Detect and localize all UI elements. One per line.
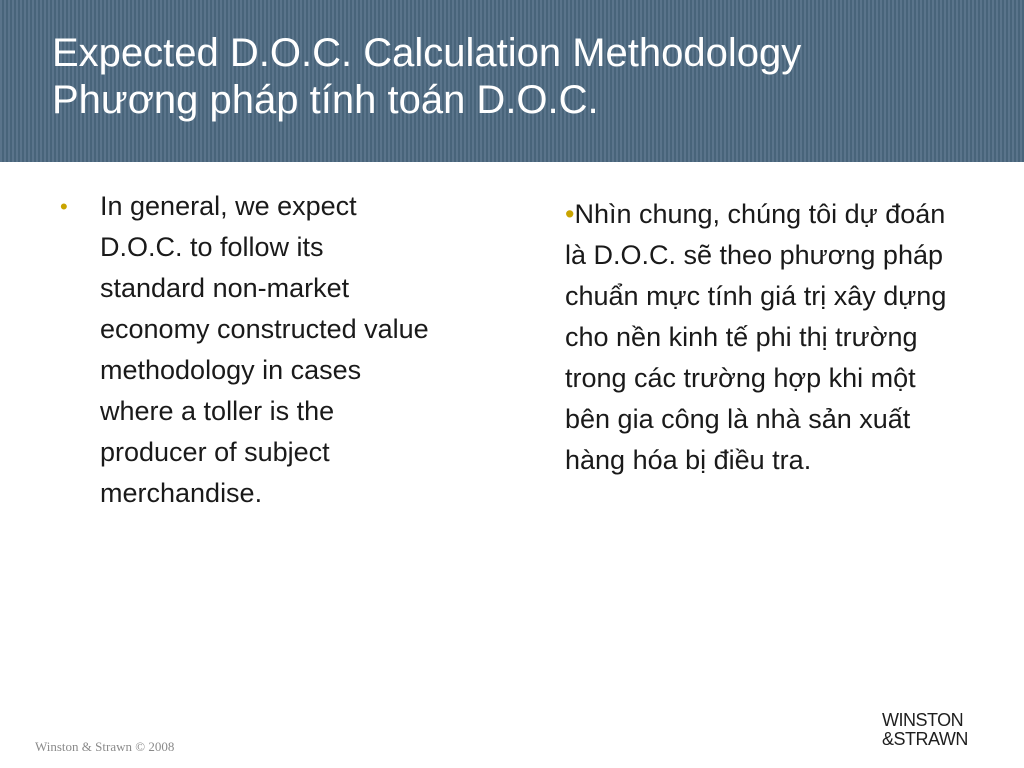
english-bullet-text: In general, we expect D.O.C. to follow its standard non-market economy constructed value methodology in cases where a toller is the producer of subject merchandise. [100, 191, 429, 508]
vietnamese-column [565, 194, 965, 481]
copyright-footer: Winston & Strawn © 2008 [35, 739, 175, 754]
title-vietnamese: Phương pháp tính toán D.O.C. [52, 78, 599, 122]
english-column [60, 186, 440, 514]
winston-strawn-logo [882, 711, 968, 749]
logo-line-1: WINSTON [882, 710, 964, 730]
slide-title [52, 30, 801, 124]
title-english: Expected D.O.C. Calculation Methodology [52, 31, 802, 75]
vietnamese-bullet-text: Nhìn chung, chúng tôi dự đoán là D.O.C. sẽ theo phương pháp chuẩn mực tính giá trị xây dựng cho nền kinh tế phi thị trường trong các trường hợp khi một bên gia công là nhà sản xuất hàng hóa bị điều tra. [565, 199, 947, 475]
english-bullet-item [60, 186, 440, 514]
bullet-marker: • [565, 199, 575, 229]
bullet-marker: • [60, 194, 68, 219]
logo-line-2: &STRAWN [882, 729, 968, 749]
title-banner [0, 0, 1024, 162]
